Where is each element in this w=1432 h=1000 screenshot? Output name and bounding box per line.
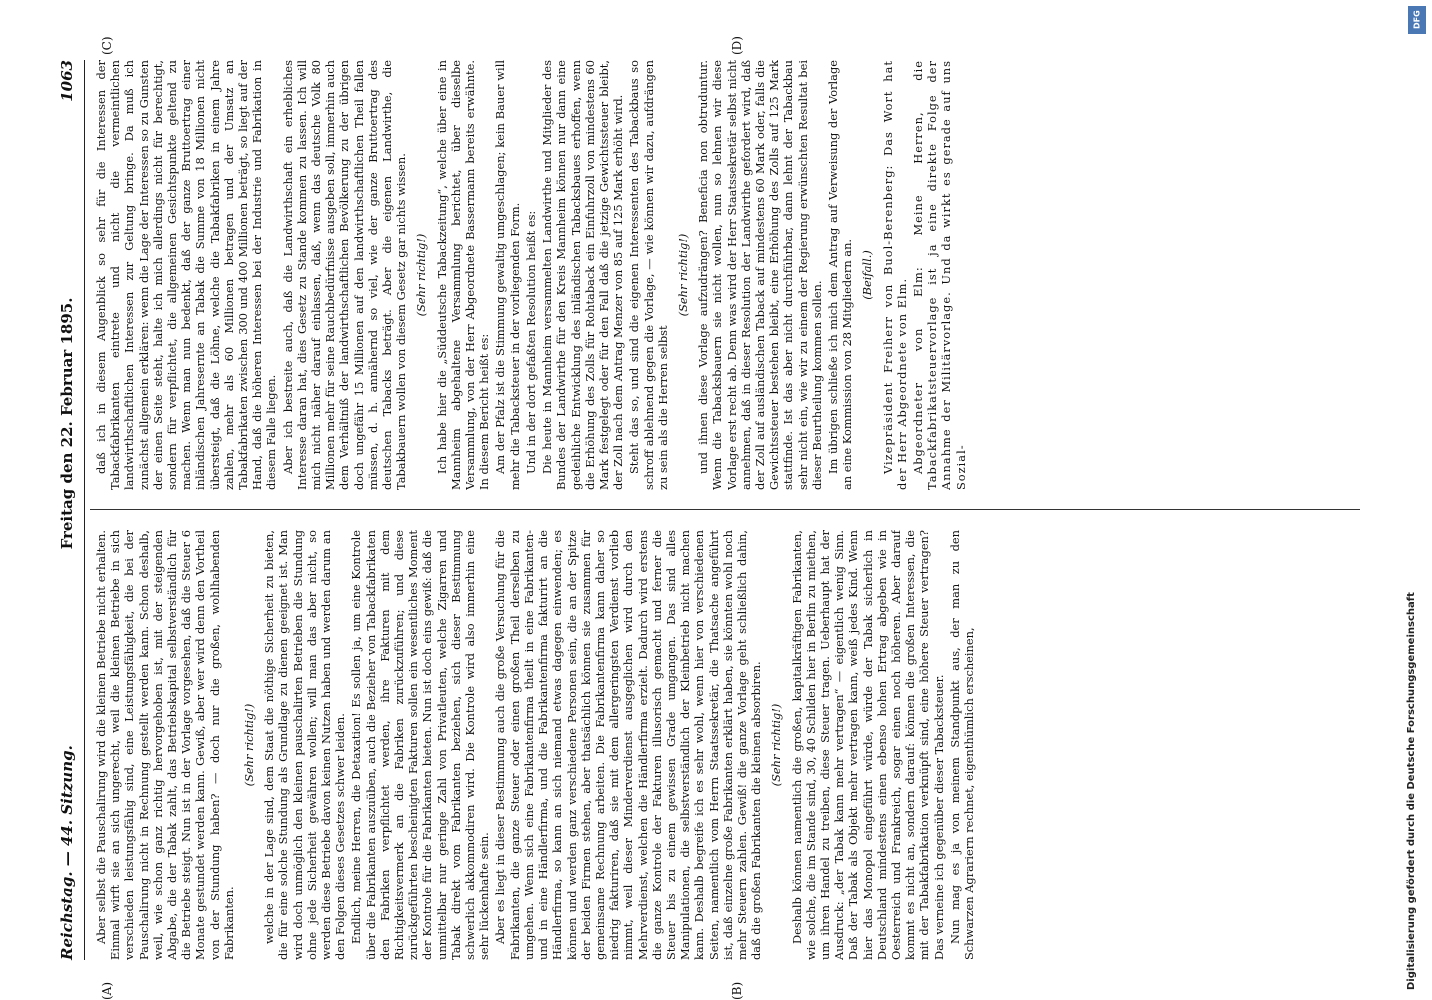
paragraph: Aber ich bestreite auch, daß die Landwirthschaft ein erhebliches Interesse daran hat, dies Gesetz zu Stande kommen zu lassen. Ich will mich nicht näher darauf einlassen, daß, wenn das deutsche Volk 80 Millionen mehr für seine Rauchbedürfnisse ausgeben soll, immerhin auch dem Verhältniß der landwirthschaftlichen Bevölkerung zu der übrigen doch ungefähr 15 Millionen auf den landwirthschaftlichen Theil fallen müssen, d. h. annähernd so viel, wie der ganze Bruttoertrag des deutschen Tabacks beträgt. Aber die eigenen Landwirthe, die Tabakbauern wollen von diesem Gesetz gar nichts wissen. <box>280 60 409 490</box>
rotated-content <box>50 36 1380 1000</box>
paragraph: Deshalb können namentlich die großen, kapitalkräftigen Fabrikanten, wie solche, die im Stande sind, 30, 40 Schilden hier in Berlin zu miethen, um ihren Handel zu treiben, diese Steuer tragen. Ueberhaupt hat der Ausdruck: „der Tabak kann mehr vertragen“ — eigentlich wenig Sinn. Daß der Tabak als Objekt mehr vertragen kann, weiß jedes Kind. Wenn hier das Monopol eingeführt würde, würde der Tabak sicherlich in Deutschland mindestens einen ebenso hohen Ertrag abgeben wie in Oesterreich und Frankreich, sogar einen noch höheren. Aber darauf kommt es nicht an, sondern darauf: können die großen Interessen, die mit der Tabakfabrikation verknüpft sind, eine höhere Steuer vertragen? Das verneine ich gegenüber dieser Tabacksteuer. <box>789 530 946 960</box>
paragraph: Endlich, meine Herren, die Detaxation! Es sollen ja, um eine Kontrole über die Fabrikanten auszuüben, auch die Bezieher von Tabackfabrikaten den Fabriken verpflichtet werden, ihre Fakturen mit dem Richtigkeitsvermerk an die Fabriken zurückzuführen; und diese zurückgeführten bescheinigten Fakturen sollen ein wesentliches Moment der Kontrole für die Fabrikanten bieten. Nun ist doch eins gewiß: daß die unmittelbar nur geringe Zahl von Privatleuten, welche Zigarren und Tabak direkt vom Fabrikanten beziehen, sich dieser Bestimmung schwerlich akkommodiren wird. Die Kontrole wird also immerhin eine sehr lückenhafte sein. <box>349 530 492 960</box>
interjection: (Sehr richtig!) <box>769 703 784 787</box>
credit-text: Digitalisierung gefördert durch die Deutsche Forschungsgemeinschaft <box>1406 592 1417 990</box>
paragraph: Und in der dort gefaßten Resolution heißt es: <box>523 210 538 474</box>
column-divider <box>90 509 1360 510</box>
paragraph: Aber es liegt in dieser Bestimmung auch die große Versuchung für die Fabrikanten, die ganze Steuer oder einen großen Theil derselben zu umgehen. Wenn sich eine Fabrikantenfirma theilt in eine Fabrikanten- und in eine Händlerfirma, und die Fabrikantenfirma fakturirt an die Händlerfirma, so kann an sich niemand etwas dagegen einwenden; es können und werden ganz verschiedene Personen sein, die an der Spitze der beiden Firmen stehen, aber thatsächlich können sie zusammen für gemeinsame Rechnung arbeiten. Die Fabrikantenfirma kann daher so niedrig fakturiren, daß sie mit dem allergeringsten Verdienst vorlieb nimmt, weil dieser Minderverdienst ausgeglichen wird durch den Mehrverdienst, welchen die Händlerfirma erzielt. Dadurch wird erstens die ganze Kontrole der Fakturen illusorisch gemacht und ferner die Steuer bis zu einem gewissen Grade umgangen. Das sind alles Manipulationen, die selbstverständlich der Kleinbetrieb nicht machen kann. Deshalb begreife ich es sehr wohl, wenn hier von verschiedenen Seiten, namentlich vom Herrn Staatssekretär, die Thatsache angeführt ist, daß einzelne große Fabrikanten erklärt haben, sie könnten wohl noch mehr Steuern zahlen. Gewiß! die ganze Vorlage geht schließlich dahin, daß die großen Fabrikanten die kleinen absorbiren. <box>493 530 764 960</box>
dfg-logo: DFG <box>1408 6 1426 34</box>
margin-mark-a: (A) <box>100 981 114 1000</box>
interjection: (Sehr richtig!) <box>675 233 690 317</box>
interjection: (Sehr richtig!) <box>242 703 257 787</box>
paragraph: Aber selbst die Pauschalirung wird die kleinen Betriebe nicht erhalten. Einmal wirft sie an sich ungerecht, weil die kleinen Betriebe in sich verschieden leistungsfähig sind, eine Leistungsfähigkeit, die bei der Pauschalirung nicht in Rechnung gestellt werden kann. Schon deshalb, weil, wie schon ganz richtig hervorgehoben ist, mit der steigenden Abgabe, die der Tabak zahlt, das Betriebskapital selbstverständlich für die Betriebe steigt. Nun ist in der Vorlage vorgesehen, daß die Steuer 6 Monate gestundet werden kann. Gewiß, aber wer wird denn den Vortheil von der Stundung haben? — doch nur die großen, wohlhabenden Fabrikanten. <box>94 530 236 960</box>
interjection: (Sehr richtig!) <box>414 233 429 317</box>
paragraph: daß ich in diesem Augenblick so sehr für die Interessen der Tabackfabrikanten eintrete und nicht die vermeintlichen landwirthschaftlichen Interessen zur Geltung bringe. Da muß ich zunächst allgemein erklären: wenn die Lage der Interessen so zu Gunsten der einen Seite steht, halte ich mich allerdings nicht für berechtigt, sondern für verpflichtet, die allgemeinen Gesichtspunkte geltend zu machen. Wenn man nun bedenkt, daß der ganze Bruttoertrag einer inländischen Jahresernte an Tabak die Summe von 18 Millionen nicht übersteigt, daß die Löhne, welche die Tabakfabriken in einem Jahre zahlen, mehr als 60 Millionen betragen und der Umsatz an Tabakfabrikaten zwischen 300 und 400 Millionen beträgt, so liegt auf der Hand, daß die höheren Interessen bei der Industrie und Fabrikation in diesem Falle liegen. <box>94 60 279 490</box>
header-date: Freitag den 22. Februar 1895. <box>58 297 76 550</box>
speaker-paragraph: Vizepräsident Freiherr von Buol-Berenberg: Das Wort hat der Herr Abgeordnete von Elm. <box>880 60 909 490</box>
page-header <box>50 60 84 960</box>
speaker-paragraph: Abgeordneter von Elm: Meine Herren, die Tabackfabrikatsteuervorlage ist ja eine direkte Folge der Annahme der Militärvorlage. Und da wirkt es gerade auf uns Sozial- <box>910 60 968 490</box>
paragraph: Ich habe hier die „Süddeutsche Tabackzeitung“, welche über eine in Mannheim abgehaltene Versammlung berichtet, über dieselbe Versammlung, von der Herr Abgeordnete Bassermann bereits erwähnte. In diesem Bericht heißt es: <box>434 60 492 490</box>
paragraph: Nun mag es ja von meinem Standpunkt aus, der man zu den Schwarzen Agrariern rechnet, eigenthümlich erscheinen, <box>947 530 976 960</box>
margin-mark-b: (B) <box>730 981 744 1000</box>
text-column-right <box>94 60 1354 490</box>
margin-mark-d: (D) <box>730 36 744 55</box>
paragraph: Steht das so, und sind die eigenen Interessenten des Tabackbaus so schroff ablehnend gegen die Vorlage, — wie können wir dazu, aufdrängen zu sein als die Herren selbst <box>627 60 670 490</box>
paragraph: Im übrigen schließe ich mich dem Antrag auf Verweisung der Vorlage an eine Kommission von 28 Mitgliedern an. <box>825 60 855 490</box>
interjection: (Beifall.) <box>860 250 875 300</box>
page-number: 1063 <box>58 60 76 102</box>
header-left: Reichstag. — 44. Sitzung. <box>58 745 76 960</box>
text-column-left <box>94 530 1354 960</box>
quotation: Am der Pfalz ist die Stimmung gewaltig umgeschlagen; kein Bauer will mehr die Tabacksteuer in der vorliegenden Form. <box>493 60 522 490</box>
paragraph: welche in der Lage sind, dem Staat die nöthige Sicherheit zu bieten, die für eine solche Stundung als Grundlage zu dienen geeignet ist. Man wird doch unmöglich den kleinen pauschalirten Betrieben die Stundung ohne jede Sicherheit gewähren wollen; will man das aber nicht, so werden diese Betriebe davon keinen Nutzen haben und werden darum an den Folgen dieses Gesetzes schwer leiden. <box>262 530 348 960</box>
margin-mark-c: (C) <box>100 36 114 55</box>
paragraph: und ihnen diese Vorlage aufzudrängen? Beneficia non obtruduntur. Wenn die Tabacksbauern sie nicht wollen, nun so lehnen wir diese Vorlage erst recht ab. Denn was wird der Herr Staatssekretär selbst nicht annehmen, daß in dieser Resolution der Landwirthe gefordert wird, daß der Zoll auf ausländischen Taback auf mindestens 60 Mark oder, falls die Gewichtssteuer bestehen bleibt, eine Erhöhung des Zolls auf 125 Mark stattfinde. Ist das aber nicht durchführbar, dann lehnt der Tabackbau sehr nicht ein, wie wir zu einem der Regierung erwünschten Resultat bei dieser Beurtheilung kommen sollen. <box>696 60 824 490</box>
digitization-credit <box>1406 10 1426 990</box>
header-rule <box>84 60 85 960</box>
quotation: Die heute in Mannheim versammelten Landwirthe und Mitglieder des Bundes der Landwirthe für den Kreis Mannheim können nur dann eine gedeihliche Entwicklung des inländischen Tabacksbaues erhoffen, wenn die Erhöhung des Zolls für Rohtaback ein Einfuhrzoll von mindestens 60 Mark festgelegt oder für den Fall daß die jetzige Gewichtssteuer bleibt, der Zoll nach dem Antrag Menzer von 85 auf 125 Mark erhöht wird. <box>540 60 626 490</box>
